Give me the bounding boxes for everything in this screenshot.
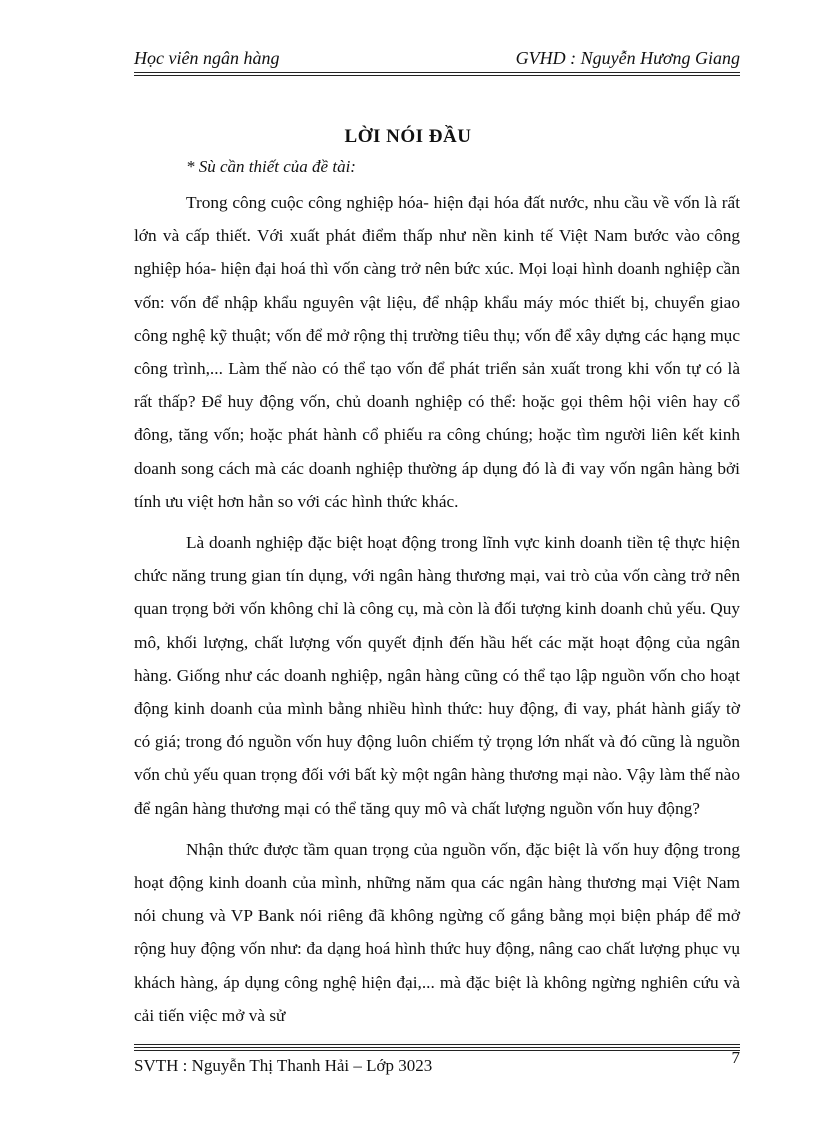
paragraph: Là doanh nghiệp đặc biệt hoạt động trong lĩnh vực kinh doanh tiền tệ thực hiện chức năng trung gian tín dụng, với ngân hàng thương mại, vai trò của vốn càng trở nên quan trọng bởi vốn không chỉ là công cụ, mà còn là đối tượng kinh doanh chủ yếu. Quy mô, khối lượng, chất lượng vốn quyết định đến hầu hết các mặt hoạt động của ngân hàng. Giống như các doanh nghiệp, ngân hàng cũng có thể tạo lập nguồn vốn cho hoạt động kinh doanh của mình bằng nhiều hình thức: huy động, đi vay, phát hành giấy tờ có giá; trong đó nguồn vốn huy động luôn chiếm tỷ trọng lớn nhất và đó cũng là nguồn vốn chủ yếu quan trọng đối với bất kỳ một ngân hàng thương mại nào. Vậy làm thế nào để ngân hàng thương mại có thể tăng quy mô và chất lượng nguồn vốn huy động? (134, 533, 740, 818)
paragraph: Nhận thức được tầm quan trọng của nguồn vốn, đặc biệt là vốn huy động trong hoạt động kinh doanh của mình, những năm qua các ngân hàng thương mại Việt Nam nói chung và VP Bank nói riêng đã không ngừng cố gắng bằng mọi biện pháp để mở rộng huy động vốn như: đa dạng hoá hình thức huy động, nâng cao chất lượng phục vụ khách hàng, áp dụng công nghệ hiện đại,... mà đặc biệt là không ngừng nghiên cứu và cải tiến việc mở và sử (134, 839, 740, 1025)
footer-rule-3 (134, 1050, 740, 1051)
page-number: 7 (731, 1048, 740, 1067)
header-supervisor: GVHD : Nguyễn Hương Giang (515, 48, 740, 68)
page-title: LỜI NÓI ĐẦU (344, 126, 472, 147)
header-institution: Học viên ngân hàng (134, 48, 280, 68)
header-rule-2 (134, 75, 740, 76)
footer-rule (134, 1044, 740, 1045)
footer-student: SVTH : Nguyễn Thị Thanh Hải – Lớp 3023 (134, 1056, 433, 1075)
header-rule (134, 72, 740, 73)
paragraph: Trong công cuộc công nghiệp hóa- hiện đại hóa đất nước, nhu cầu về vốn là rất lớn và cấp thiết. Với xuất phát điểm thấp như nền kinh tế Việt Nam bước vào công nghiệp hóa- hiện đại hoá thì vốn càng trở nên bức xúc. Mọi loại hình doanh nghiệp cần vốn: vốn để nhập khẩu nguyên vật liệu, để nhập khẩu máy móc thiết bị, chuyển giao công nghệ kỹ thuật; vốn để mở rộng thị trường tiêu thụ; vốn để xây dựng các hạng mục công trình,... Làm thế nào có thể tạo vốn để phát triển sản xuất trong khi vốn tự có là rất thấp? Để huy động vốn, chủ doanh nghiệp có thể: hoặc gọi thêm hội viên hay cổ đông, tăng vốn; hoặc phát hành cổ phiếu ra công chúng; hoặc tìm người liên kết kinh doanh song cách mà các doanh nghiệp thường áp dụng đó là đi vay vốn ngân hàng bởi tính ưu việt hơn hẳn so với các hình thức khác. (134, 193, 740, 511)
body-text (134, 186, 740, 1040)
section-subtitle: * Sù cần thiết của đề tài: (186, 157, 356, 176)
page-footer (134, 1048, 740, 1078)
footer-rule-2 (134, 1047, 740, 1048)
page-header (134, 48, 740, 70)
